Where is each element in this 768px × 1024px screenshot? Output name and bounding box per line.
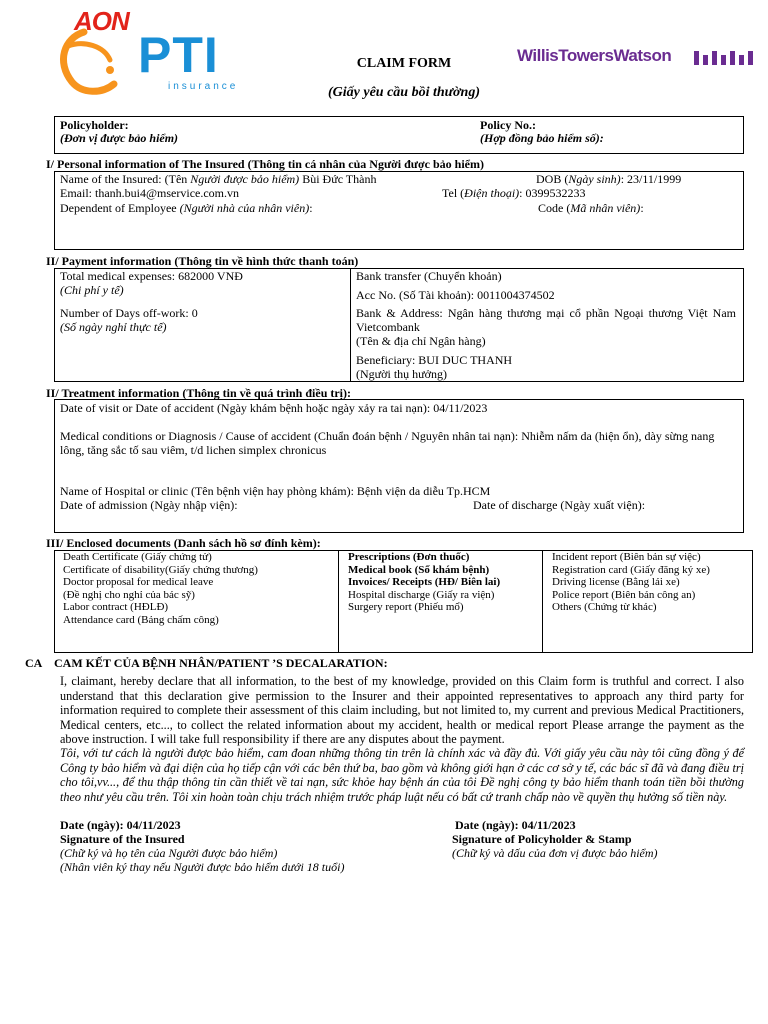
declaration-heading: CAM KẾT CỦA BỆNH NHÂN/PATIENT ’S DECALARATION:	[54, 656, 388, 670]
documents-col2	[348, 551, 500, 614]
dob-label-vi: Ngày sinh)	[568, 172, 621, 186]
insured-tel	[442, 186, 586, 200]
declaration-prefix: CA	[25, 656, 43, 670]
doc-item: Driving license (Bằng lái xe)	[552, 576, 680, 588]
section2-heading: II/ Payment information (Thông tin về hình thức thanh toán)	[46, 254, 359, 268]
policy-no-label: Policy No.:	[480, 118, 536, 132]
date-of-admission: Date of admission (Ngày nhập viện):	[60, 498, 238, 512]
declaration-vietnamese: Tôi, với tư cách là người được bảo hiểm, cam đoan những thông tin trên là chính xác và đầy đủ. Với giấy yêu cầu này tôi cũng đồng ý để Công ty bảo hiểm và đại diện của họ tiếp cận với các bên thứ ba, bao gồm và không giới hạn ở các cơ sở y tế, các bác sĩ đã và đang điều trị cho tôi,vv..., để thu thập thông tin cần thiết về tai nạn, sức khỏe hay bệnh án của tôi Đề nghị công ty bảo hiểm thanh toán tiền bồi thường theo như yêu cầu trên. Tôi xin hoàn toàn chịu trách nhiệm trước pháp luật nếu có bất cứ tranh chấp nào về quyền thụ hưởng số tiền này.	[60, 746, 744, 804]
dob-label: DOB (	[536, 172, 569, 186]
doc-item: Attendance card (Bảng chấm công)	[63, 613, 219, 626]
signature-policyholder: Signature of Policyholder & Stamp	[452, 832, 632, 846]
dependent-label: Dependent of Employee	[60, 201, 180, 215]
documents-col1	[63, 551, 258, 626]
treatment-box	[54, 399, 744, 533]
dependent-colon: :	[309, 201, 313, 215]
diagnosis: Medical conditions or Diagnosis / Cause of accident (Chuẩn đoán bệnh / Nguyên nhân tai nạn): Nhiễm nấm da (hiện ổn), dày sừng nang lông, tăng sắc tố sau viêm, t/d lichen simplex chronicus	[60, 429, 715, 457]
date-of-discharge: Date of discharge (Ngày xuất viện):	[473, 498, 646, 512]
days-off-work-vi: (Số ngày nghỉ thực tế)	[60, 320, 167, 334]
doc-item: Certificate of disability(Giấy chứng thương)	[63, 563, 258, 576]
insured-dob	[536, 172, 681, 186]
employee-code	[538, 201, 644, 215]
hospital-name: Name of Hospital or clinic (Tên bệnh viện hay phòng khám): Bệnh viện da diễu Tp.HCM	[60, 484, 491, 498]
pti-logo: PTI	[138, 27, 219, 83]
documents-col3	[552, 551, 710, 614]
total-expenses-vi: (Chi phí y tế)	[60, 283, 124, 297]
account-number: Acc No. (Số Tài khoản): 0011004374502	[356, 288, 555, 302]
pti-tagline: insurance	[168, 81, 239, 92]
policy-no-label-vi: (Hợp đồng bảo hiểm số):	[480, 131, 604, 145]
doc-item: Others (Chứng từ khác)	[552, 601, 657, 613]
doc-item: Hospital discharge (Giấy ra viện)	[348, 588, 495, 601]
section1-heading: I/ Personal information of The Insured (Thông tin cá nhân của Người được bảo hiểm)	[46, 157, 484, 171]
doc-item: Death Certificate (Giấy chứng tử)	[63, 551, 212, 563]
doc-item-required: Prescriptions (Đơn thuốc)	[348, 551, 470, 563]
policyholder-label: Policyholder:	[60, 118, 129, 132]
doc-item: (Đề nghị cho nghỉ của bác sỹ)	[63, 588, 195, 601]
signature-insured-note: (Nhân viên ký thay nếu Người được bảo hiểm dưới 18 tuổi)	[60, 860, 345, 874]
tel-label: Tel (	[442, 186, 465, 200]
insured-email: Email: thanh.bui4@mservice.com.vn	[60, 186, 240, 200]
dependent-of-employee	[60, 201, 313, 215]
documents-divider-1	[338, 550, 339, 653]
aon-logo: AON	[74, 6, 129, 36]
documents-divider-2	[542, 550, 543, 653]
insured-name-label: Name of the Insured: (Tên	[60, 172, 191, 186]
code-label-vi: Mã nhân viên)	[570, 201, 641, 215]
form-title: CLAIM FORM	[356, 56, 452, 71]
doc-item: Surgery report (Phiếu mổ)	[348, 601, 464, 613]
insured-name-label-vi: Người được bảo hiểm)	[190, 172, 300, 186]
doc-item: Registration card (Giấy đăng ký xe)	[552, 563, 710, 576]
doc-item: Incident report (Biên bản sự việc)	[552, 551, 701, 563]
code-label: Code (	[538, 201, 571, 215]
date-right: Date (ngày): 04/11/2023	[455, 818, 576, 832]
doc-item-required: Invoices/ Receipts (HĐ/ Biên lai)	[348, 576, 501, 588]
bank-address-vi: (Tên & địa chỉ Ngân hàng)	[356, 334, 486, 348]
tel-label-vi: Điện thoại)	[464, 186, 520, 200]
dependent-label-vi: (Người nhà của nhân viên)	[179, 201, 310, 215]
date-of-visit: Date of visit or Date of accident (Ngày khám bệnh hoặc ngày xảy ra tai nạn): 04/11/2023	[60, 401, 488, 415]
section3-heading: II/ Treatment information (Thông tin về quá trình điều trị):	[46, 386, 352, 400]
insured-name	[60, 172, 376, 186]
section4-heading: III/ Enclosed documents (Danh sách hồ sơ đính kèm):	[46, 536, 321, 550]
total-expenses: Total medical expenses: 682000 VNĐ	[60, 269, 243, 283]
doc-item-required: Medical book (Sổ khám bệnh)	[348, 563, 490, 576]
dob-value: : 23/11/1999	[620, 172, 682, 186]
form-subtitle: (Giấy yêu cầu bồi thường)	[327, 85, 480, 100]
bank-transfer: Bank transfer (Chuyển khoản)	[356, 269, 502, 283]
bank-address: Bank & Address: Ngân hàng thương mại cổ phần Ngoại thương Việt Nam Vietcombank	[356, 306, 736, 334]
beneficiary-vi: (Người thụ hưởng)	[356, 367, 448, 381]
insured-name-value: Bùi Đức Thành	[299, 172, 377, 186]
wtw-logo: WillisTowersWatson	[517, 46, 672, 65]
doc-item: Labor contract (HĐLĐ)	[63, 601, 169, 613]
code-colon: :	[640, 201, 644, 215]
doc-item: Police report (Biên bản công an)	[552, 588, 696, 601]
beneficiary: Beneficiary: BUI DUC THANH	[356, 353, 513, 367]
tel-value: : 0399532233	[519, 186, 586, 200]
signature-insured: Signature of the Insured	[60, 832, 185, 846]
payment-divider	[350, 268, 351, 382]
policyholder-label-vi: (Đơn vị được bảo hiểm)	[60, 131, 179, 145]
days-off-work: Number of Days off-work: 0	[60, 306, 198, 320]
signature-insured-vi: (Chữ ký và họ tên của Người được bảo hiểm)	[60, 846, 278, 860]
date-left: Date (ngày): 04/11/2023	[60, 818, 181, 832]
declaration-english: I, claimant, hereby declare that all information, to the best of my knowledge, provided on this Claim form is truthful and correct. I also understand that this declaration give permission to the Insurer and their appointed representatives to approach any third party for information required to complete their assessment of this claim including, but not limited to, my current and previous Medical Practitioners, Medical centers, etc..., to collect the related information about my accident, health or medical report Please arrange the payment as the above instruction. I will take full responsibility if there are any disputes about the payment.	[60, 674, 744, 746]
signature-policyholder-vi: (Chữ ký và dấu của đơn vị được bảo hiểm)	[452, 846, 658, 860]
doc-item: Doctor proposal for medical leave	[63, 576, 214, 588]
